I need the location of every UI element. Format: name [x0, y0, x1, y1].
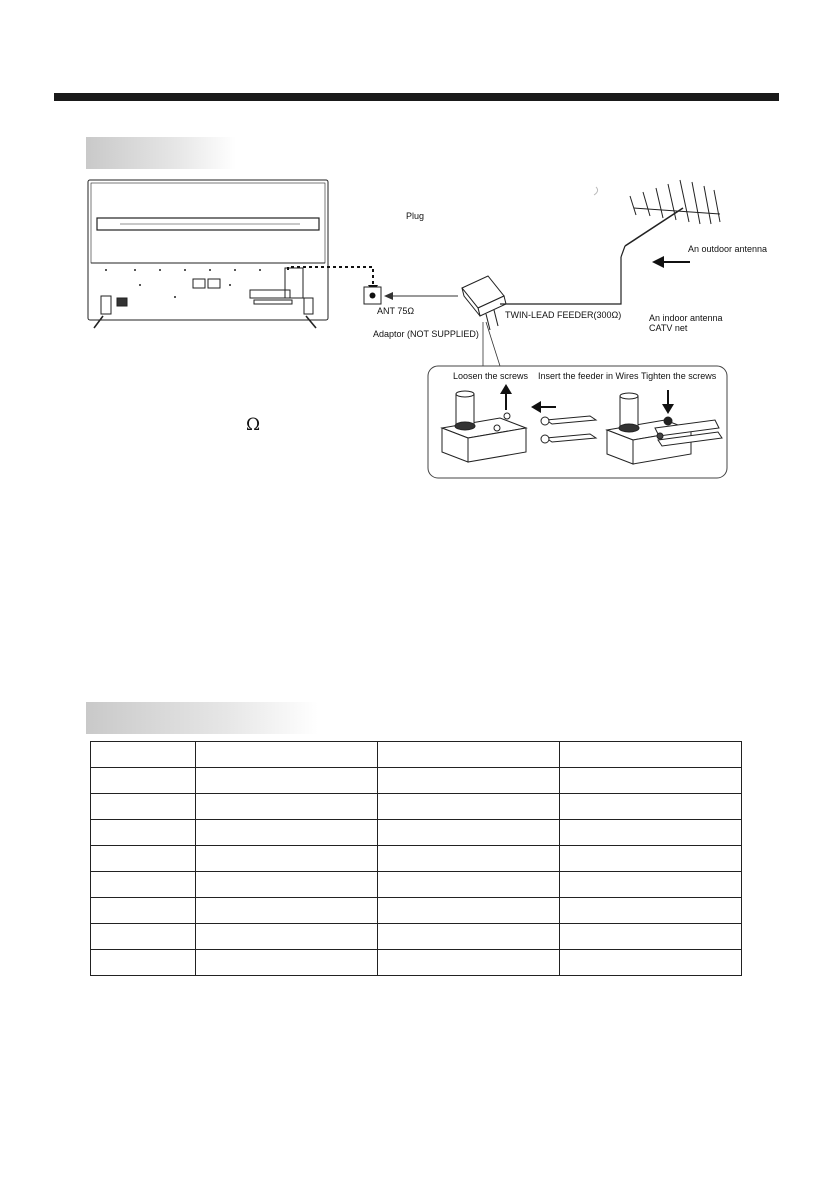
section-tab-specifications	[86, 702, 318, 734]
table-cell	[560, 742, 742, 768]
table-cell	[378, 742, 560, 768]
adaptor-illustration	[462, 276, 506, 330]
plug-label: Plug	[406, 211, 425, 221]
table-cell	[196, 872, 378, 898]
table-cell	[196, 768, 378, 794]
outdoor-antenna-label: An outdoor antenna	[688, 244, 768, 254]
adaptor-label: Adaptor (NOT SUPPLIED)	[373, 329, 479, 339]
left-arrow-icon	[652, 256, 664, 268]
table-cell	[196, 846, 378, 872]
table-cell	[91, 898, 196, 924]
table-cell	[196, 742, 378, 768]
loosen-screws-label: Loosen the screws	[453, 371, 529, 381]
table-row	[91, 924, 742, 950]
callout-line-right	[486, 322, 500, 366]
table-cell	[560, 924, 742, 950]
table-cell	[560, 872, 742, 898]
table-cell	[196, 950, 378, 976]
table-row	[91, 820, 742, 846]
ant-port-label: ANT 75Ω	[377, 306, 415, 316]
table-cell	[196, 794, 378, 820]
table-cell	[560, 820, 742, 846]
table-cell	[91, 872, 196, 898]
specification-table	[90, 741, 742, 976]
table-row	[91, 768, 742, 794]
table-cell	[560, 950, 742, 976]
table-cell	[91, 794, 196, 820]
table-cell	[378, 872, 560, 898]
table-cell	[91, 924, 196, 950]
insert-feeder-label: Insert the feeder in Wires	[538, 371, 639, 381]
table-row	[91, 742, 742, 768]
table-row	[91, 872, 742, 898]
table-cell	[560, 846, 742, 872]
table-cell	[560, 794, 742, 820]
table-cell	[196, 924, 378, 950]
feeder-cable	[500, 257, 621, 304]
port-socket-icon	[370, 293, 376, 299]
table-cell	[91, 768, 196, 794]
tighten-screws-label: Tighten the screws	[641, 371, 717, 381]
table-cell	[91, 820, 196, 846]
table-cell	[91, 950, 196, 976]
table-cell	[378, 924, 560, 950]
table-cell	[91, 742, 196, 768]
twin-lead-feeder-label: TWIN-LEAD FEEDER(300Ω)	[505, 310, 622, 320]
table-cell	[378, 846, 560, 872]
table-row	[91, 898, 742, 924]
outdoor-antenna-icon	[594, 180, 720, 246]
omega-symbol: Ω	[246, 415, 261, 435]
table-cell	[378, 794, 560, 820]
left-arrow-icon	[384, 292, 393, 300]
table-cell	[196, 898, 378, 924]
table-cell	[378, 950, 560, 976]
indoor-antenna-label: An indoor antenna	[649, 313, 723, 323]
table-row	[91, 950, 742, 976]
table-cell	[560, 898, 742, 924]
table-cell	[378, 768, 560, 794]
table-cell	[378, 820, 560, 846]
table-cell	[378, 898, 560, 924]
catv-net-label: CATV net	[649, 323, 688, 333]
table-cell	[560, 768, 742, 794]
table-row	[91, 846, 742, 872]
table-row	[91, 794, 742, 820]
table-cell	[196, 820, 378, 846]
table-cell	[91, 846, 196, 872]
tv-back-illustration	[88, 180, 328, 328]
